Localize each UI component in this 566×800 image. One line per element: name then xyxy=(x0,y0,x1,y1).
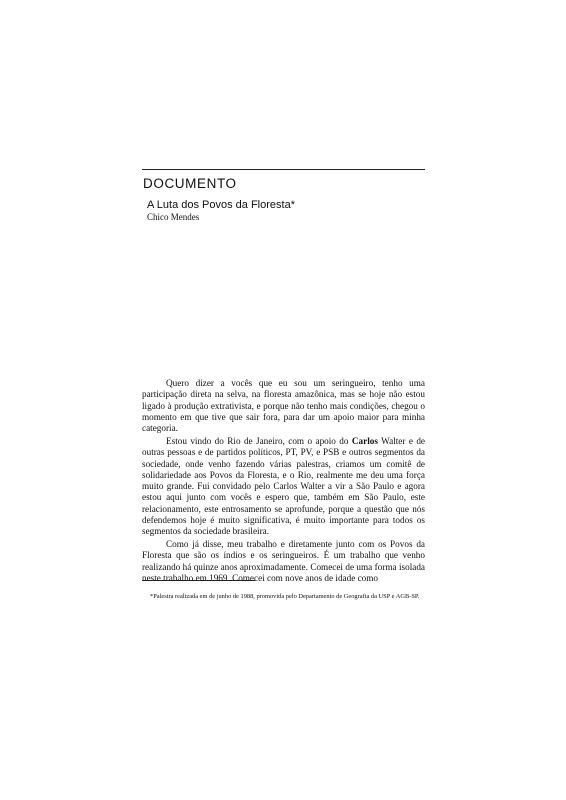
paragraph-2-text-start: Estou vindo do Rio de Janeiro, com o apoio do xyxy=(166,435,352,446)
header-rule xyxy=(142,169,425,170)
section-label: DOCUMENTO xyxy=(143,176,237,191)
bold-name: Carlos xyxy=(351,435,378,446)
article-title: A Luta dos Povos da Floresta* xyxy=(147,199,295,211)
footnote: *Palestra realizada em de junho de 1988, promovida pelo Departamento de Geografia da USP e AGB-SP. xyxy=(150,593,420,600)
footnote-rule xyxy=(142,580,255,581)
body-paragraph-3: Como já disse, meu trabalho e diretamente junto com os Povos da Floresta que são os índios e os seringueiros. É um trabalho que venho realizando há quinze anos aproximadamente. Comecei de uma forma isolada neste trabalho em 1969. Comecei com nove anos de idade como xyxy=(142,539,425,584)
body-paragraph-2 xyxy=(142,436,425,538)
article-body xyxy=(142,378,425,586)
article-author: Chico Mendes xyxy=(147,212,200,222)
body-paragraph-1: Quero dizer a vocês que eu sou um seringueiro, tenho uma participação direta na selva, na floresta amazônica, mas se hoje não estou ligado à produção extrativista, e porque não tenho mais condições, chegou o momento em que tive que sair fora, para dar um apoio maior para minha categoria. xyxy=(142,378,425,434)
paragraph-2-text-end: Walter e de outras pessoas e de partidos políticos, PT, PV, e PSB e outros segmentos da sociedade, onde venho fazendo várias palestras, criamos um comitê de solidariedade aos Povos da Floresta, e o Rio, realmente me deu uma força muito grande. Fui convidado pelo Carlos Walter a vir a São Paulo e agora estou aqui junto com vocês e espero que, também em São Paulo, este relacionamento, este entrosamento se aprofunde, porque a questão que nós defendemos hoje é muito significativa, é muito importante para todos os segmentos da sociedade brasileira. xyxy=(142,435,425,537)
